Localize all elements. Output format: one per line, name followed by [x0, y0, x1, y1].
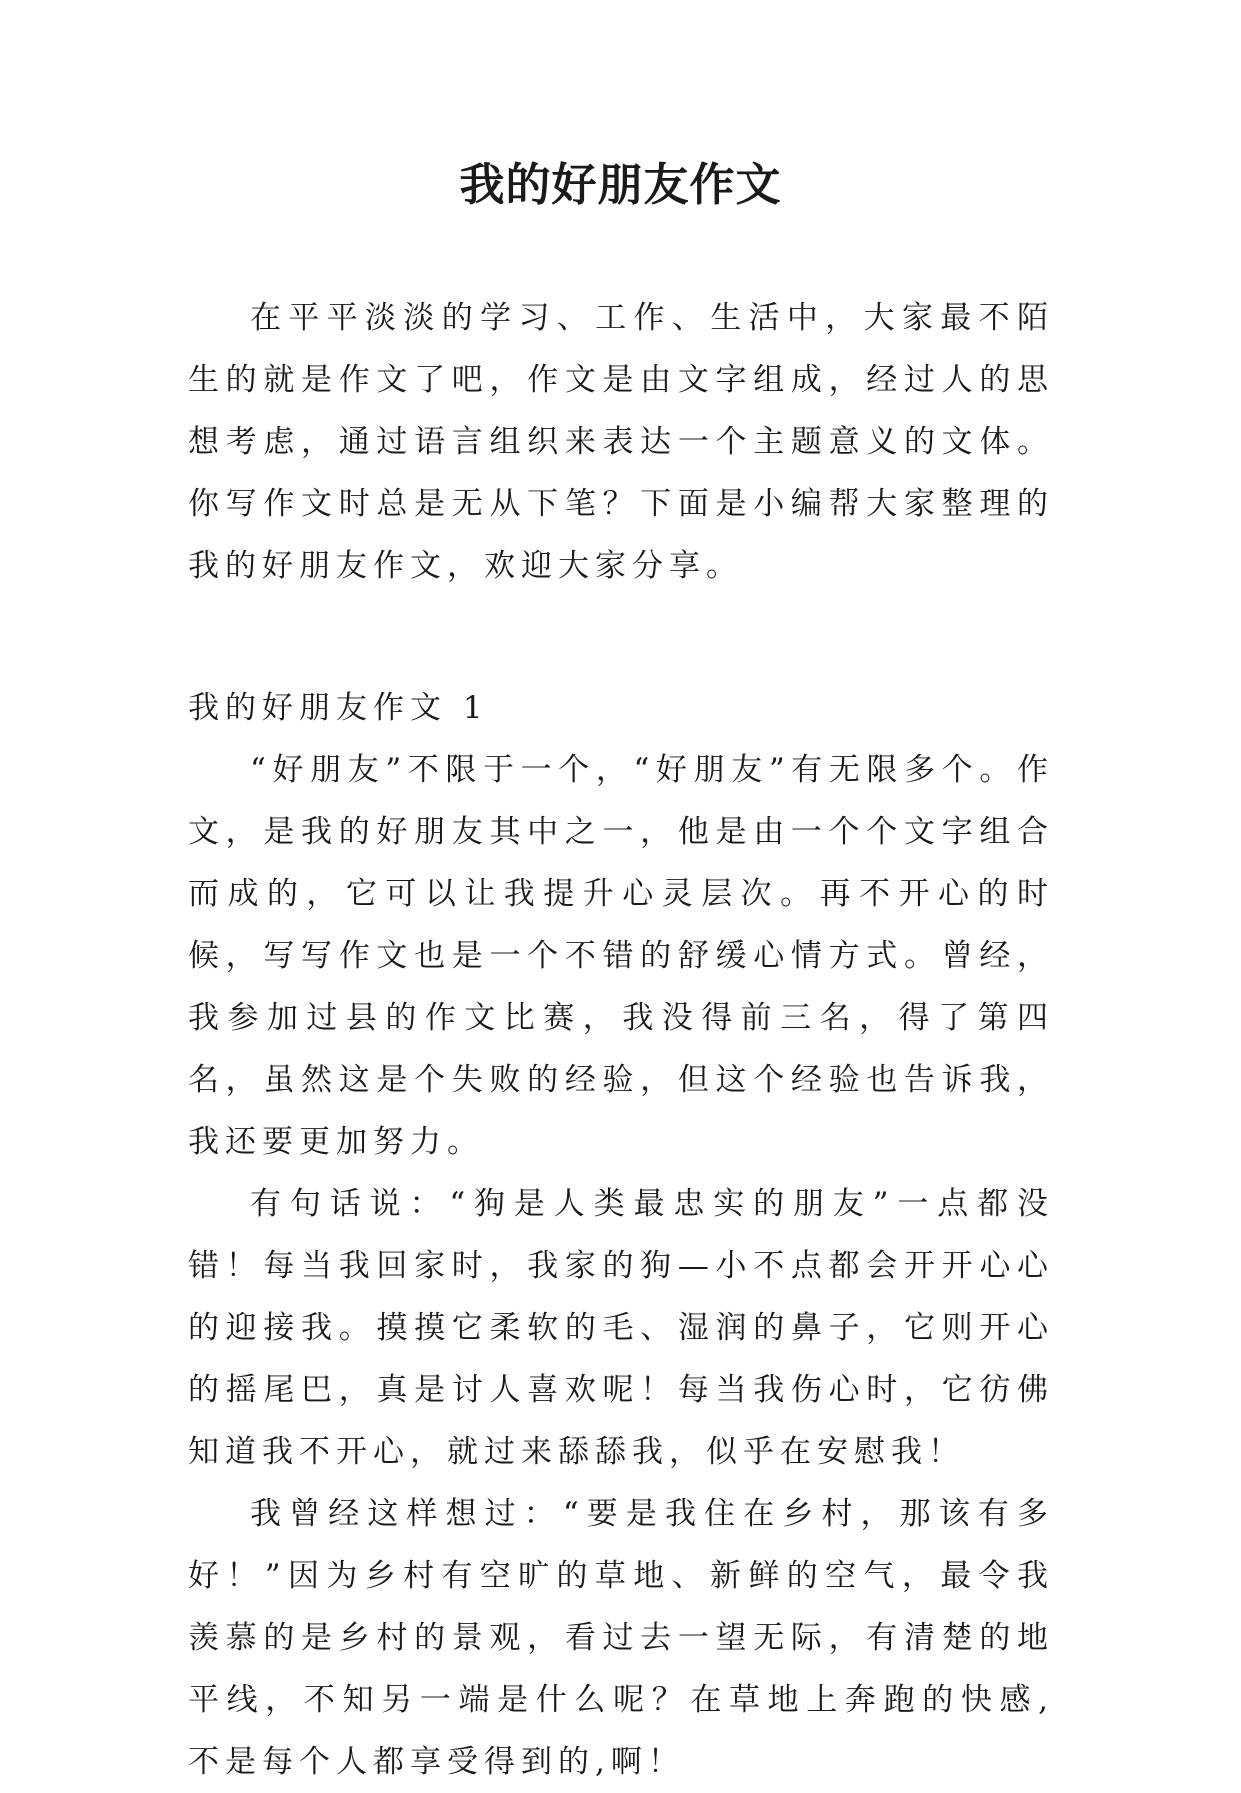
section-spacer — [188, 597, 1054, 677]
section-heading: 我的好朋友作文 1 — [188, 690, 489, 726]
intro-paragraph: 在平平淡淡的学习、工作、生活中，大家最不陌生的就是作文了吧，作文是由文字组成，经过人的思想考虑，通过语言组织来表达一个主题意义的文体。你写作文时总是无从下笔？下面是小编帮大家整理的我的好朋友作文，欢迎大家分享。 — [188, 300, 1054, 584]
body-paragraph: 我曾经这样想过：“要是我住在乡村，那该有多好！”因为乡村有空旷的草地、新鲜的空气，最令我羡慕的是乡村的景观，看过去一望无际，有清楚的地平线，不知另一端是什么呢？在草地上奔跑的快感,不是每个人都享受得到的,啊！ — [188, 1496, 1054, 1780]
document-title: 我的好朋友作文 — [459, 158, 782, 211]
document-body — [188, 287, 1054, 1793]
body-paragraph: 有句话说：“狗是人类最忠实的朋友”一点都没错！每当我回家时，我家的狗—小不点都会开开心心的迎接我。摸摸它柔软的毛、湿润的鼻子，它则开心的摇尾巴，真是讨人喜欢呢！每当我伤心时，它彷佛知道我不开心，就过来舔舔我，似乎在安慰我！ — [188, 1186, 1054, 1470]
body-paragraph: “好朋友”不限于一个，“好朋友”有无限多个。作文，是我的好朋友其中之一，他是由一个个文字组合而成的，它可以让我提升心灵层次。再不开心的时候，写写作文也是一个不错的舒缓心情方式。曾经，我参加过县的作文比赛，我没得前三名，得了第四名，虽然这是个失败的经验，但这个经验也告诉我，我还要更加努力。 — [188, 752, 1054, 1160]
